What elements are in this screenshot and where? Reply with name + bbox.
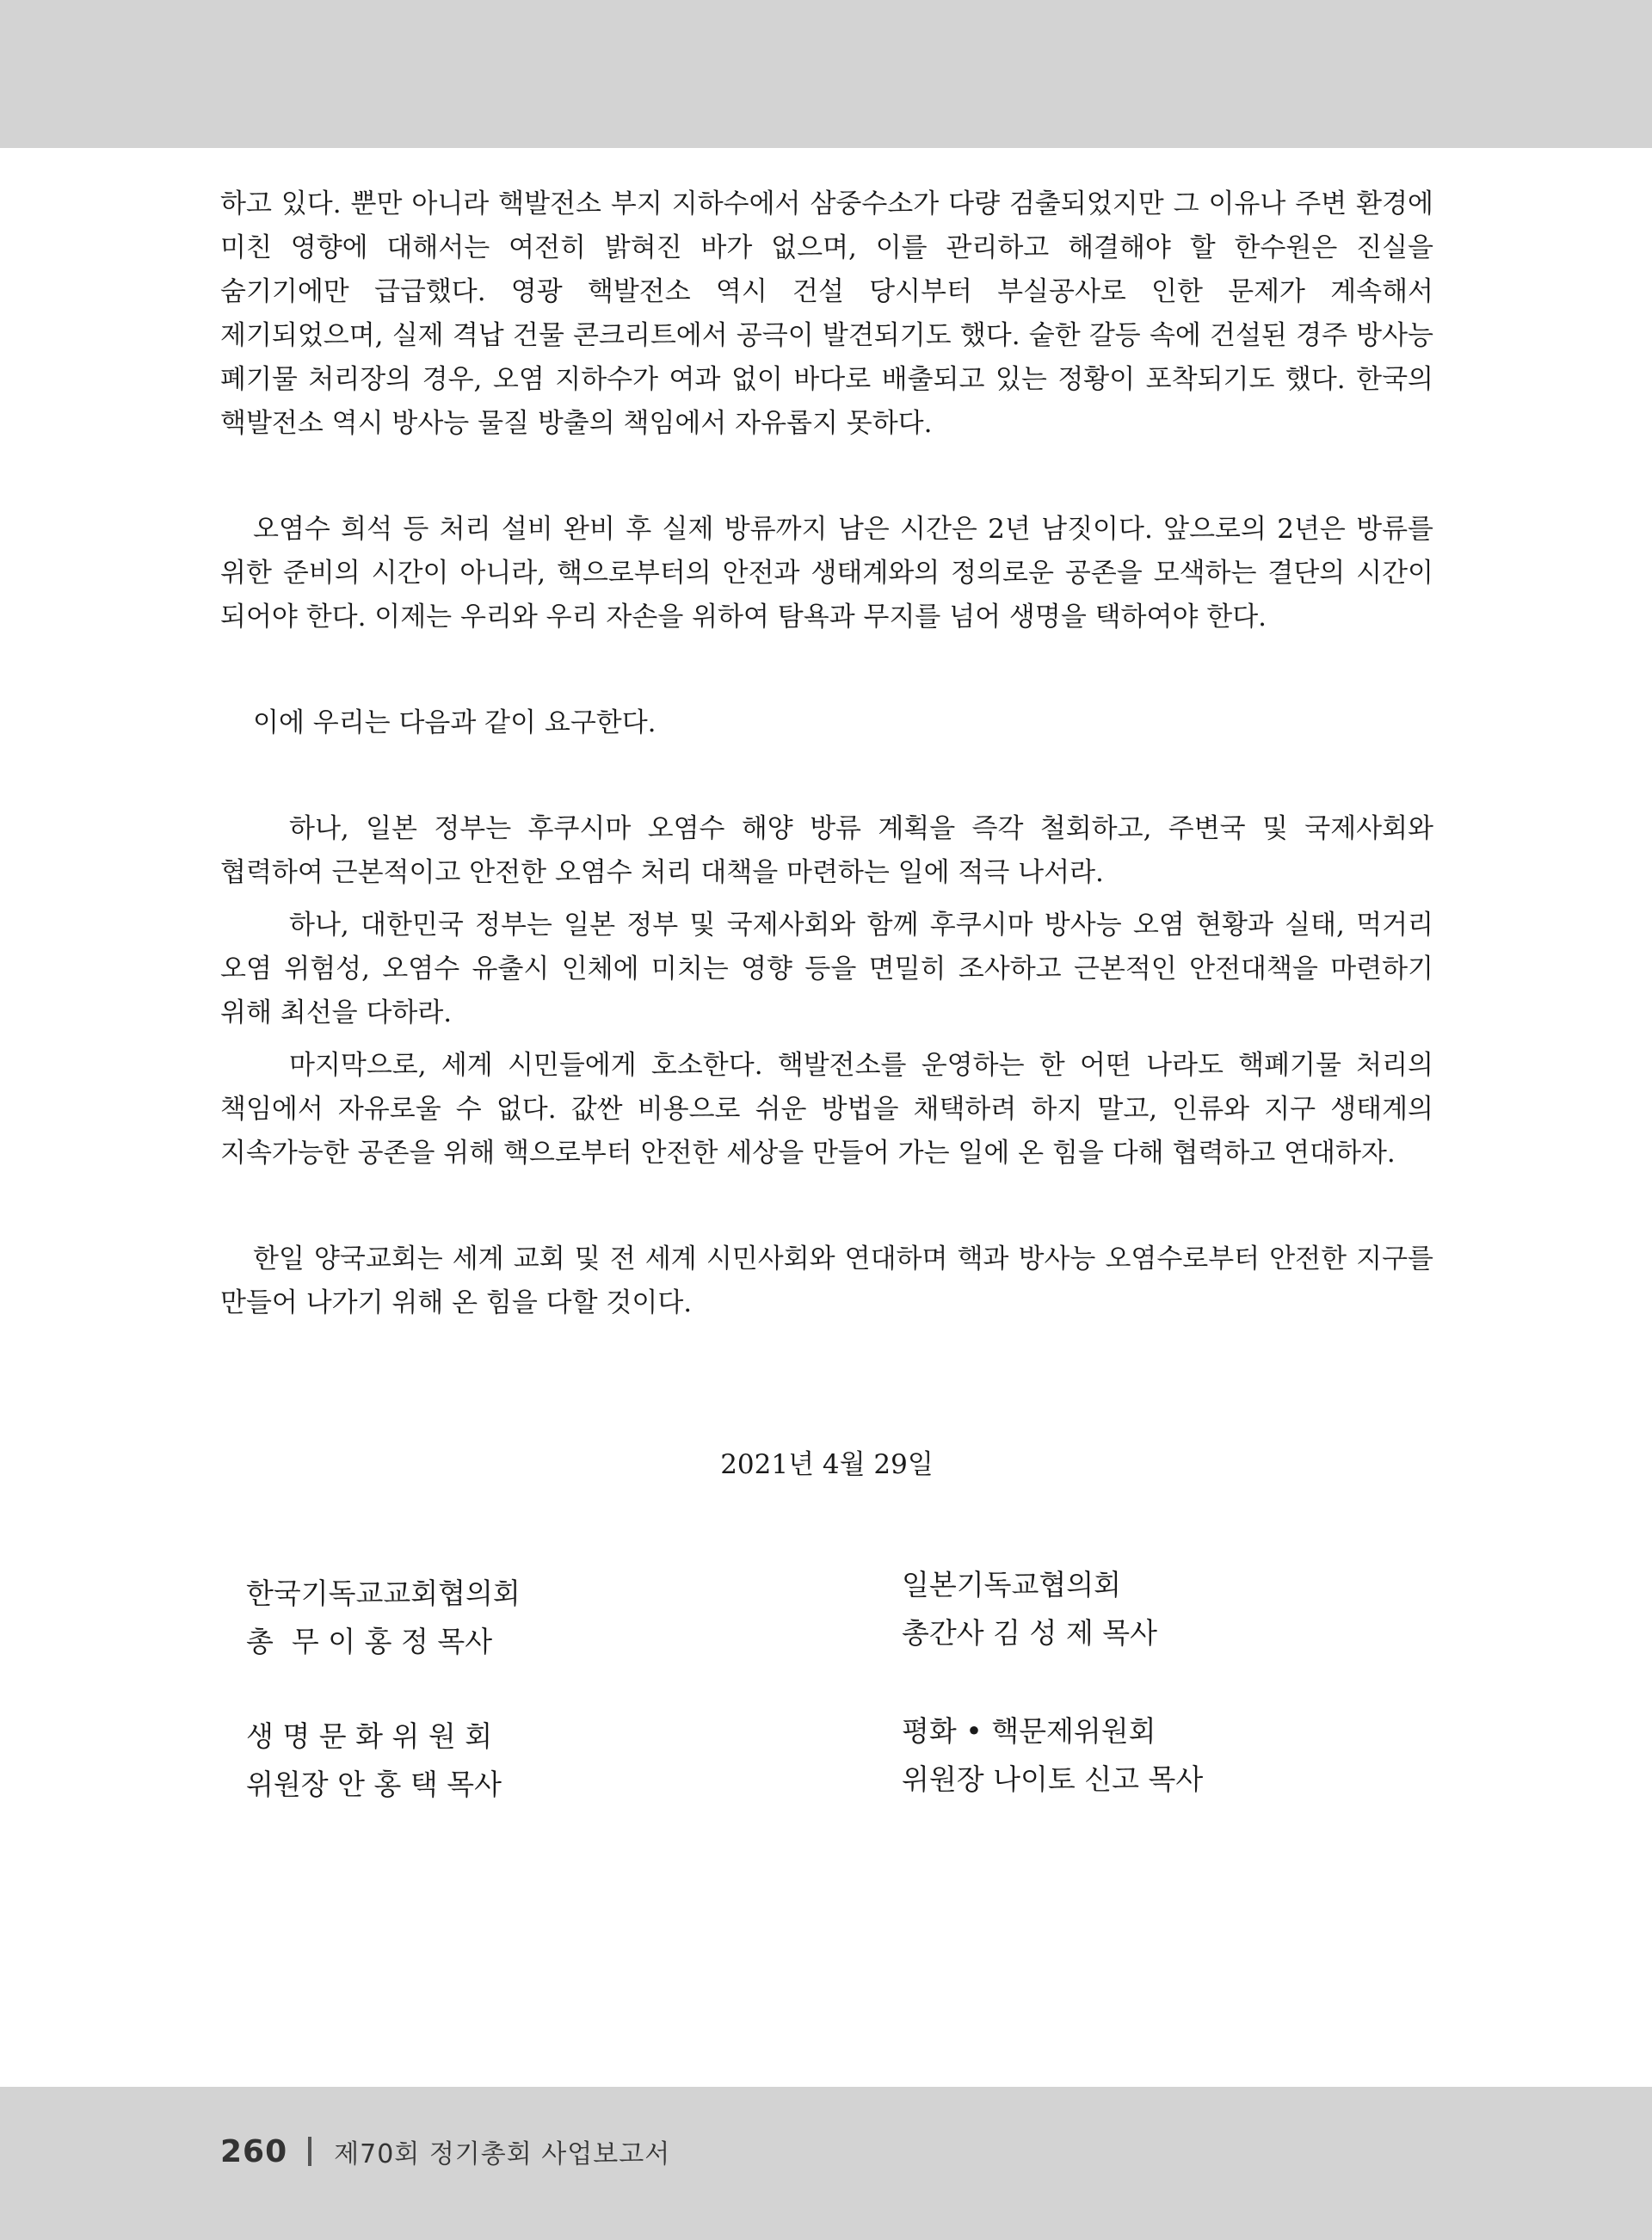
signature-person: 위원장 나이토 신고 목사 [902, 1762, 1204, 1796]
paragraph-appeal: 마지막으로, 세계 시민들에게 호소한다. 핵발전소를 운영하는 한 어떤 나라도 핵폐기물 처리의 책임에서 자유로울 수 없다. 값싼 비용으로 쉬운 방법을 채택하려 하지 말고, 인류와 지구 생태계의 지속가능한 공존을 위해 핵으로부터 안전한 세상을 만들어 가는 일에 온 힘을 다해 협력하고 연대하자. [220, 1050, 1433, 1169]
header-band [0, 0, 1652, 148]
signature-person: 총 무 이 홍 정 목사 [246, 1625, 493, 1658]
page-number: 260 [220, 2133, 288, 2169]
document-date: 2021년 4월 29일 [720, 1449, 934, 1480]
page-footer [220, 2126, 670, 2177]
paragraph-demand-intro: 이에 우리는 다음과 같이 요구한다. [253, 707, 656, 738]
document-body [220, 182, 1433, 1801]
report-title: 제70회 정기총회 사업보고서 [334, 2139, 671, 2169]
paragraph-closing: 한일 양국교회는 세계 교회 및 전 세계 시민사회와 연대하며 핵과 방사능 오염수로부터 안전한 지구를 만들어 나가기 위해 온 힘을 다할 것이다. [220, 1243, 1433, 1318]
paragraph-demand-1: 하나, 일본 정부는 후쿠시마 오염수 해양 방류 계획을 즉각 철회하고, 주변국 및 국제사회와 협력하여 근본적이고 안전한 오염수 처리 대책을 마련하는 일에 적극 나서라. [220, 813, 1433, 888]
paragraph-2: 오염수 희석 등 처리 설비 완비 후 실제 방류까지 남은 시간은 2년 남짓이다. 앞으로의 2년은 방류를 위한 준비의 시간이 아니라, 핵으로부터의 안전과 생태계와의 정의로운 공존을 모색하는 결단의 시간이 되어야 한다. 이제는 우리와 우리 자손을 위하여 탐욕과 무지를 넘어 생명을 택하여야 한다. [220, 514, 1433, 633]
signature-block-peace-nuclear-committee [902, 1707, 1203, 1804]
signature-block-life-culture-committee [246, 1712, 502, 1809]
signature-org: 한국기독교교회협의회 [246, 1577, 521, 1610]
signature-org: 평화 • 핵문제위원회 [902, 1714, 1156, 1748]
signature-block-kncc [246, 1570, 521, 1666]
signature-person: 위원장 안 홍 택 목사 [246, 1768, 502, 1801]
footer-divider [308, 2137, 311, 2166]
signature-block-ncc-japan [902, 1561, 1157, 1657]
paragraph-demand-2: 하나, 대한민국 정부는 일본 정부 및 국제사회와 함께 후쿠시마 방사능 오염 현황과 실태, 먹거리 오염 위험성, 오염수 유출시 인체에 미치는 영향 등을 면밀히 조사하고 근본적인 안전대책을 마련하기 위해 최선을 다하라. [220, 910, 1433, 1028]
signature-org: 생 명 문 화 위 원 회 [246, 1719, 493, 1753]
paragraph-1: 하고 있다. 뿐만 아니라 핵발전소 부지 지하수에서 삼중수소가 다량 검출되었지만 그 이유나 주변 환경에 미친 영향에 대해서는 여전히 밝혀진 바가 없으며, 이를 관리하고 해결해야 할 한수원은 진실을 숨기기에만 급급했다. 영광 핵발전소 역시 건설 당시부터 부실공사로 인한 문제가 계속해서 제기되었으며, 실제 격납 건물 콘크리트에서 공극이 발견되기도 했다. 숱한 갈등 속에 건설된 경주 방사능 폐기물 처리장의 경우, 오염 지하수가 여과 없이 바다로 배출되고 있는 정황이 포착되기도 했다. 한국의 핵발전소 역시 방사능 물질 방출의 책임에서 자유롭지 못하다. [220, 188, 1433, 439]
signature-person: 총간사 김 성 제 목사 [902, 1616, 1157, 1650]
signature-org: 일본기독교협의회 [902, 1568, 1122, 1601]
